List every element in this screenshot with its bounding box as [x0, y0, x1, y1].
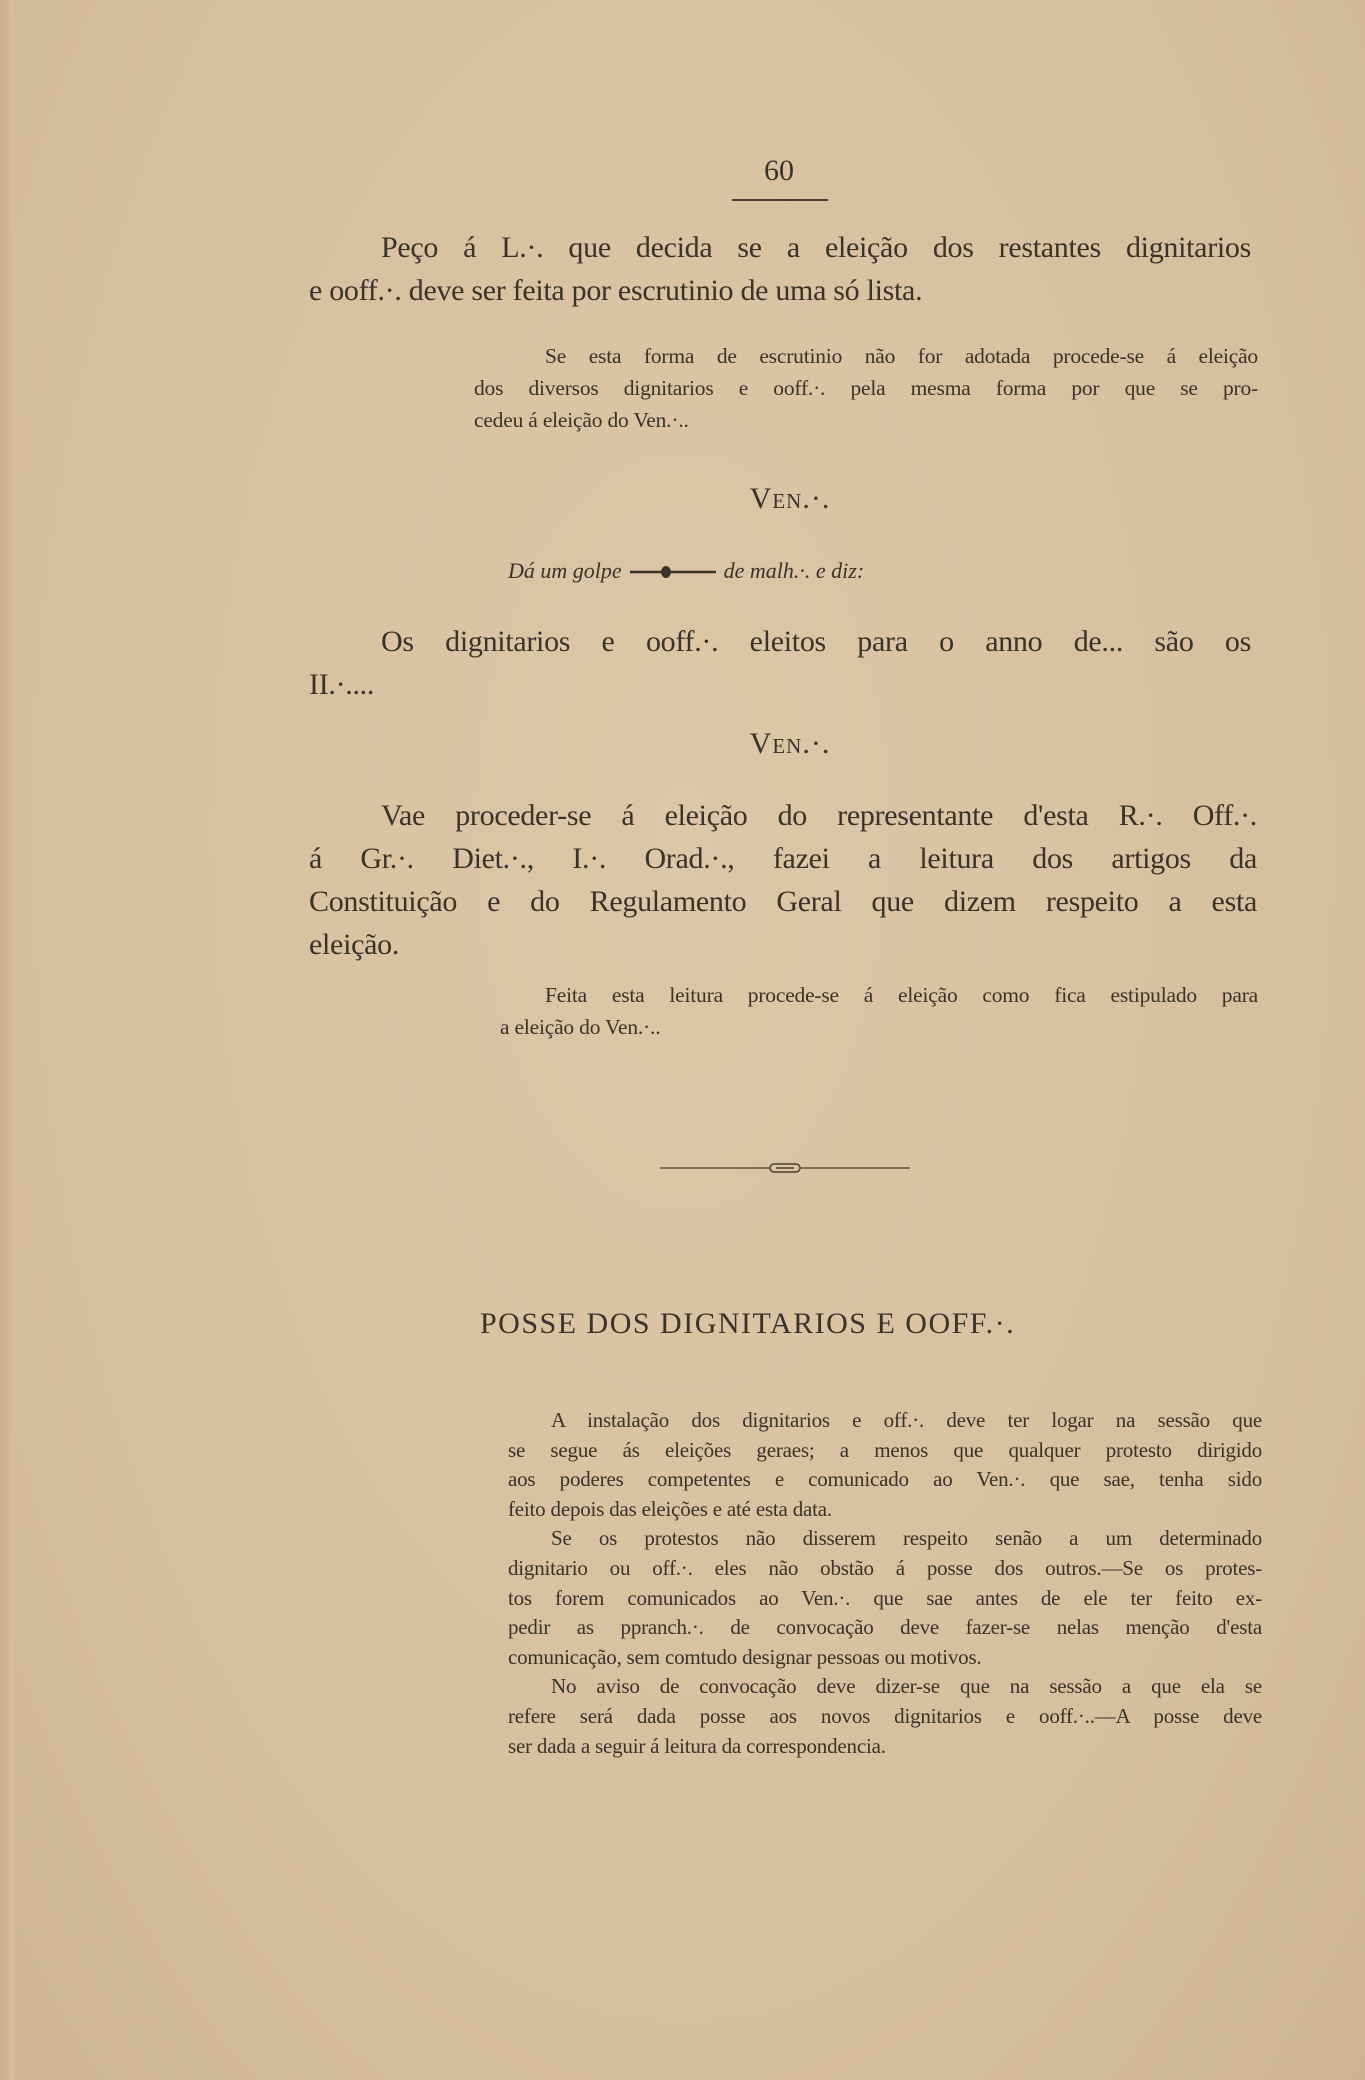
text-line: Se esta forma de escrutinio não for adotada procede-se á eleição — [545, 344, 1258, 368]
paragraph-representative — [309, 794, 1257, 966]
text-line: Peço á L.·. que decida se a eleição dos restantes dignitarios — [381, 231, 1251, 264]
section-body — [508, 1406, 1262, 1761]
page-number: 60 — [764, 154, 794, 187]
text-line: A instalação dos dignitarios e off.·. deve ter logar na sessão que — [551, 1408, 1262, 1432]
text-line: II.·.... — [309, 668, 375, 701]
text-line: feito depois das eleições e até esta data. — [508, 1496, 832, 1521]
speaker-ven: Ven.·. — [749, 482, 831, 515]
text-line: Os dignitarios e ooff.·. eleitos para o anno de... são os — [381, 625, 1251, 658]
speaker-ven: Ven.·. — [749, 727, 831, 760]
text-line: eleição. — [309, 928, 400, 961]
page-edge-shadow — [0, 0, 14, 2080]
section-title: POSSE DOS DIGNITARIOS E OOFF.·. — [480, 1307, 1016, 1340]
text-line: e ooff.·. deve ser feita por escrutinio de uma só lista. — [309, 274, 923, 307]
stage-direction-after: de malh.·. e diz: — [723, 558, 865, 583]
text-line: a eleição do Ven.·.. — [500, 1015, 661, 1039]
text-line: pedir as ppranch.·. de convocação deve fazer-se nelas menção d'esta — [508, 1615, 1262, 1640]
gavel-strike-icon — [630, 564, 716, 578]
note-reading — [500, 979, 1258, 1043]
text-line: Vae proceder-se á eleição do representante d'esta R.·. Off.·. — [381, 799, 1257, 832]
text-line: No aviso de convocação deve dizer-se que na sessão a que ela se — [551, 1674, 1262, 1699]
text-line: Constituição e do Regulamento Geral que dizem respeito a esta — [309, 885, 1257, 918]
text-line: Se os protestos não disserem respeito senão a um determinado — [551, 1526, 1262, 1551]
text-line: se segue ás eleições geraes; a menos que qualquer protesto dirigido — [508, 1437, 1262, 1462]
stage-direction — [508, 558, 1068, 584]
paragraph-elected — [309, 620, 1251, 706]
paragraph-request — [309, 226, 1251, 312]
text-line: aos poderes competentes e comunicado ao Ven.·. que sae, tenha sido — [508, 1467, 1262, 1492]
stage-direction-before: Dá um golpe — [508, 558, 622, 583]
text-line: Feita esta leitura procede-se á eleição como fica estipulado para — [545, 983, 1258, 1007]
ornamental-divider — [660, 1160, 910, 1181]
text-line: refere será dada posse aos novos dignitarios e ooff.·..—A posse deve — [508, 1703, 1262, 1728]
text-line: ser dada a seguir á leitura da correspondencia. — [508, 1733, 886, 1758]
text-line: á Gr.·. Diet.·., I.·. Orad.·., fazei a leitura dos artigos da — [309, 842, 1257, 875]
text-line: cedeu á eleição do Ven.·.. — [474, 408, 689, 432]
text-line: tos forem comunicados ao Ven.·. que sae antes de ele ter feito ex- — [508, 1585, 1262, 1610]
text-line: comunicação, sem comtudo designar pessoas ou motivos. — [508, 1644, 982, 1669]
text-line: dignitario ou off.·. eles não obstão á posse dos outros.—Se os protes- — [508, 1555, 1262, 1580]
note-scrutiny — [474, 340, 1258, 436]
page-number-rule — [732, 199, 828, 201]
text-line: dos diversos dignitarios e ooff.·. pela mesma forma por que se pro- — [474, 376, 1258, 400]
